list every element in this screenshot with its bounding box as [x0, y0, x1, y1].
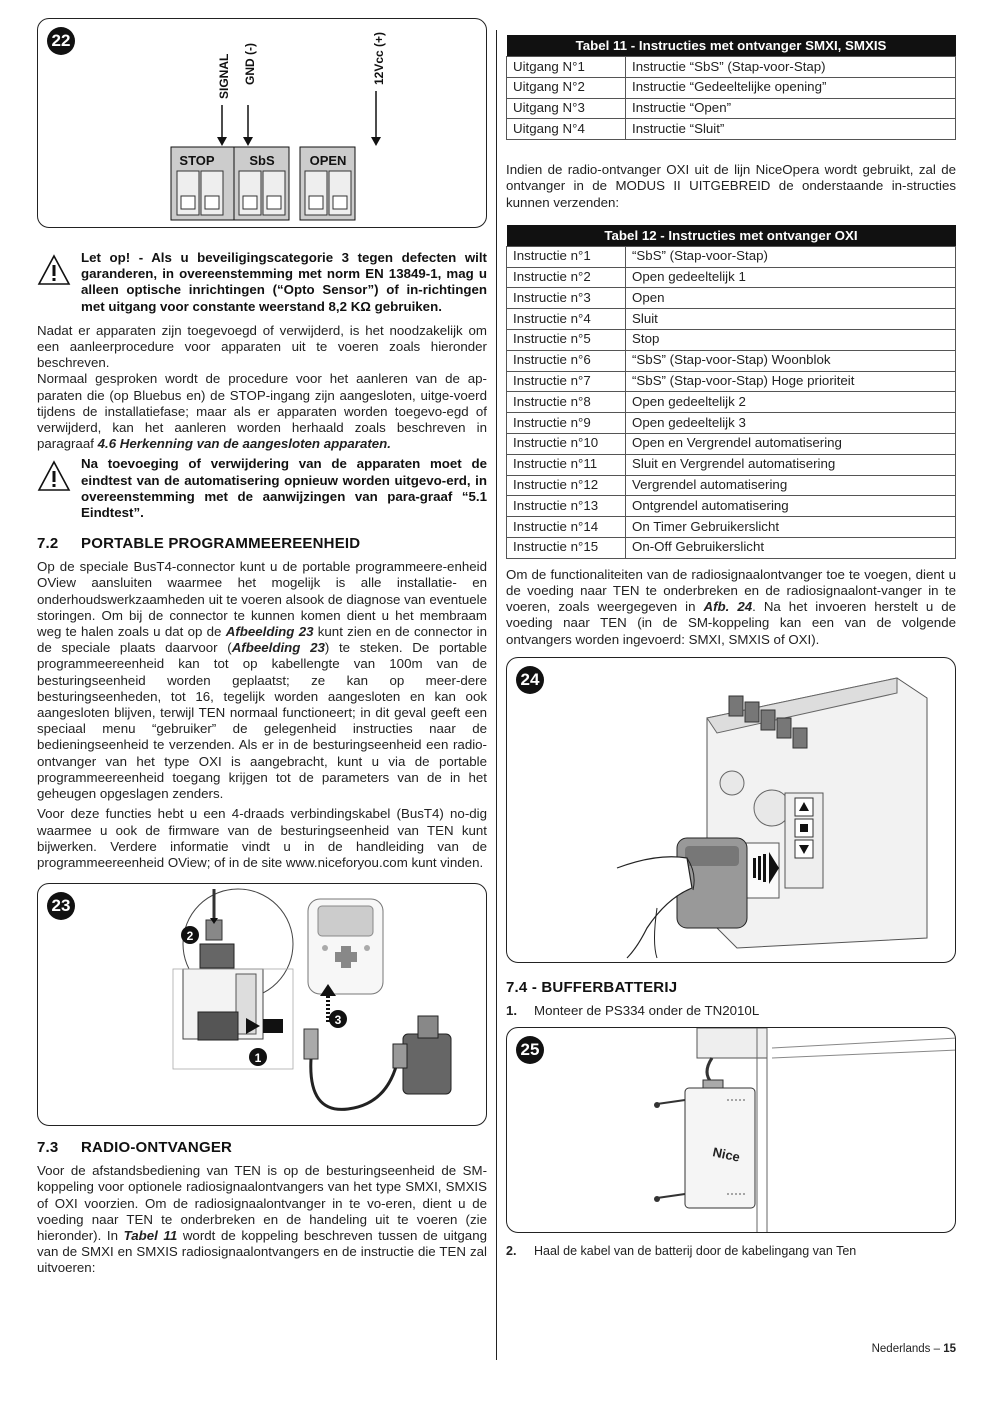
- paragraph-radio-receiver: Voor de afstandsbediening van TEN is op de besturingseenheid de SM-koppeling voor optionele radiosignaalontvangers van het type SMXI, SMXIS of OXI voorzien. Om de radiosignaalontvanger in te vo-eren, dient u de voeding naar TEN te onderbreken en de handeling uit te voeren (zie hieronder). In Tabel 11 wordt de koppeling beschreven tussen de uitgang van de SMXI en SMXIS radiosignaalontvangers en de instructie die TEN zal uitvoeren:: [37, 1163, 487, 1276]
- signal-label: SIGNAL: [217, 53, 231, 99]
- paragraph-bust4-cable: Voor deze functies hebt u een 4-draads verbindingskabel (BusT4) no-dig waarmee u ook de firmware van de besturingseenheid van TEN kunt bijwerken. Verdere informatie vindt u in de handleiding van de programmeereenheid OView; of in de site www.niceforyou.com kunt vinden.: [37, 806, 487, 870]
- figure-reference[interactable]: Afb. 24: [703, 599, 753, 615]
- figure-reference[interactable]: Afbeelding 23: [225, 624, 314, 640]
- table-row: Instructie n°2 Open gedeeltelijk 1: [507, 267, 956, 288]
- figure-22: [37, 18, 487, 228]
- table-row: Instructie n°9 Open gedeeltelijk 3: [507, 413, 956, 434]
- table-row: Instructie n°7 “SbS” (Stap-voor-Stap) Hoge prioriteit: [507, 371, 956, 392]
- battery-brand-label: Nice: [711, 1144, 742, 1165]
- warning-safety-category: [37, 250, 487, 315]
- section-heading-7-4: 7.4 - BUFFERBATTERIJ: [506, 978, 678, 996]
- battery-mounting-illustration: [507, 1028, 956, 1233]
- figure-reference[interactable]: Afbeelding 23: [231, 640, 325, 656]
- left-column: [37, 18, 487, 1277]
- figure-number: 23: [47, 892, 75, 920]
- gnd-label: GND (-): [243, 43, 257, 85]
- table-row: Instructie n°3 Open: [507, 288, 956, 309]
- table-row: Uitgang N°4 Instructie “Sluit”: [507, 119, 956, 140]
- table-row: Instructie n°10 Open en Vergrendel automatisering: [507, 433, 956, 454]
- warning-text: Na toevoeging of verwijdering van de apparaten moet de eindtest van de automatisering opnieuw worden uitgevo-erd, in overeenstemming met de aanwijzingen van para-graaf “5.1 Eindtest”.: [81, 456, 487, 521]
- table-reference[interactable]: Tabel 11: [123, 1227, 178, 1243]
- step-marker-2: 2: [186, 929, 194, 944]
- battery-ps334: [685, 1088, 755, 1208]
- control-panel-buttons: [795, 798, 813, 858]
- table-row: Instructie n°8 Open gedeeltelijk 2: [507, 392, 956, 413]
- table-row: Instructie n°6 “SbS” (Stap-voor-Stap) Woonblok: [507, 350, 956, 371]
- section-heading-7-3: 7.3 RADIO-ONTVANGER: [37, 1139, 233, 1157]
- warning-icon: [37, 456, 71, 521]
- table-row: Instructie n°5 Stop: [507, 329, 956, 350]
- paragraph-learning: Nadat er apparaten zijn toegevoegd of verwijderd, is het noodzakelijk om een aanleerprocedure voor apparaten uit te voeren zoals hieronder beschreven.: [37, 322, 487, 371]
- figure-23: [37, 883, 487, 1126]
- table-row: Instructie n°12 Vergrendel automatisering: [507, 475, 956, 496]
- table-title: Tabel 11 - Instructies met ontvanger SMXI, SMXIS: [507, 35, 956, 57]
- svg-text:SbS: SbS: [249, 153, 275, 168]
- warning-icon: [37, 250, 71, 315]
- table-row: Uitgang N°3 Instructie “Open”: [507, 98, 956, 119]
- page-footer: Nederlands – 15: [871, 1343, 956, 1355]
- right-column: [506, 35, 956, 1259]
- paragraph-learning-procedure: Normaal gesproken wordt de procedure voor het aanleren van de ap-paraten die (op Bluebus en) de STOP-ingang zijn aangesloten, uitge-voerd tijdens de installatiefase; maar als er apparaten worden toegevo-egd of verwijderd, kan het aanleren worden herhaald zoals beschreven in paragraaf 4.6 Herkenning van de aangesloten apparaten.: [37, 371, 487, 452]
- table-row: Uitgang N°2 Instructie “Gedeeltelijke opening”: [507, 77, 956, 98]
- open-terminal: [300, 147, 355, 220]
- table-title: Tabel 12 - Instructies met ontvanger OXI: [507, 225, 956, 247]
- oview-connection-illustration: [38, 884, 487, 1126]
- svg-text:OPEN: OPEN: [309, 153, 347, 168]
- paragraph-portable-programmer: Op de speciale BusT4-connector kunt u de portable programmeere-enheid OView aansluiten waarmee het mogelijk is alle installatie- en onderhoudswerkzaamheden uit te voeren alsook de diagnose van eventuele storingen. Om bij de connector te kunnen komen dient u het membraam weg te halen zoals u dat op de Afbeelding 23 kunt zien en de connector in de speciale plaats daarvoor (Afbeelding 23) te steken. De portable programmeereenheid kan tot op kabellengte van 100m van de besturingseenheid worden geplaatst; ze kan op meer-dere besturingseenheden, tot 16, tegelijk worden aangesloten en kan ook aangesloten blijven, terwijl TEN normaal functioneert; in dit geval geeft een speciaal menu “gebruiker” de gelegenheid instructies naar de bedieningseenheid te verzenden. Als er in de besturingseenheid een radio-ontvanger van het type OXI is aangebracht, kunt u via de portable programmeereenheid toegang krijgen tot de parameters van de in het geheugen opgeslagen zenders.: [37, 559, 488, 802]
- warning-final-test: [37, 456, 487, 521]
- figure-number: 25: [516, 1036, 544, 1064]
- table-row: Instructie n°11 Sluit en Vergrendel automatisering: [507, 454, 956, 475]
- table-row: Uitgang N°1 Instructie “SbS” (Stap-voor-Stap): [507, 57, 956, 78]
- table-row: Instructie n°14 On Timer Gebruikerslicht: [507, 517, 956, 538]
- warning-text: Let op! - Als u beveiligingscategorie 3 tegen defecten wilt garanderen, in overeenstemming met norm EN 13849-1, mag u alleen optische inrichtingen (“Opto Sensor”) of in-richtingen met uitgang voor constante weerstand 8,2 KΩ gebruiken.: [81, 250, 487, 314]
- section-reference[interactable]: 4.6 Herkenning van de aangesloten apparaten.: [97, 436, 391, 452]
- sbs-terminal: [234, 147, 289, 220]
- power-adapter: [393, 1016, 451, 1094]
- table-row: Instructie n°15 On-Off Gebruikerslicht: [507, 537, 956, 558]
- step-1: 1. Monteer de PS334 onder de TN2010L: [506, 1002, 760, 1018]
- svg-text:STOP: STOP: [179, 153, 215, 168]
- table-11: [506, 35, 956, 140]
- step-marker-3: 3: [334, 1013, 342, 1028]
- figure-number: 22: [47, 27, 75, 55]
- receiver-insertion-illustration: [507, 658, 956, 963]
- section-heading-7-2: 7.2 PORTABLE PROGRAMMEEREENHEID: [37, 535, 361, 553]
- wiring-diagram: [38, 19, 487, 228]
- table-row: Instructie n°4 Sluit: [507, 309, 956, 330]
- table-row: Instructie n°1 “SbS” (Stap-voor-Stap): [507, 246, 956, 267]
- figure-number: 24: [516, 666, 544, 694]
- step-marker-1: 1: [254, 1051, 262, 1066]
- column-divider: [496, 30, 497, 1360]
- figure-25: [506, 1027, 956, 1233]
- oview-device: [308, 899, 383, 994]
- paragraph-functionality: Om de functionaliteiten van de radiosignaalontvanger toe te voegen, dient u de voeding naar TEN te onderbreken en de radiosignaalont-vanger in te voeren, zoals weergegeven in Afb. 24. Na het invoeren herstelt u de voeding naar TEN (in de SM-koppeling kan een van de volgende ontvangers worden ingevoerd: SMXI, SMXIS of OXI).: [506, 566, 957, 647]
- paragraph-oxi: Indien de radio-ontvanger OXI uit de lijn NiceOpera wordt gebruikt, zal de ontvanger in de MODUS II UITGEBREID de onderstaande in-structies kunnen verzenden:: [506, 162, 956, 210]
- vcc-label: 12Vcc (+): [372, 31, 386, 85]
- step-2: 2. Haal de kabel van de batterij door de kabelingang van Ten: [506, 1243, 857, 1258]
- table-row: Instructie n°13 Ontgrendel automatisering: [507, 496, 956, 517]
- table-12: [506, 225, 956, 559]
- figure-24: [506, 657, 956, 963]
- page-number: 15: [943, 1343, 956, 1355]
